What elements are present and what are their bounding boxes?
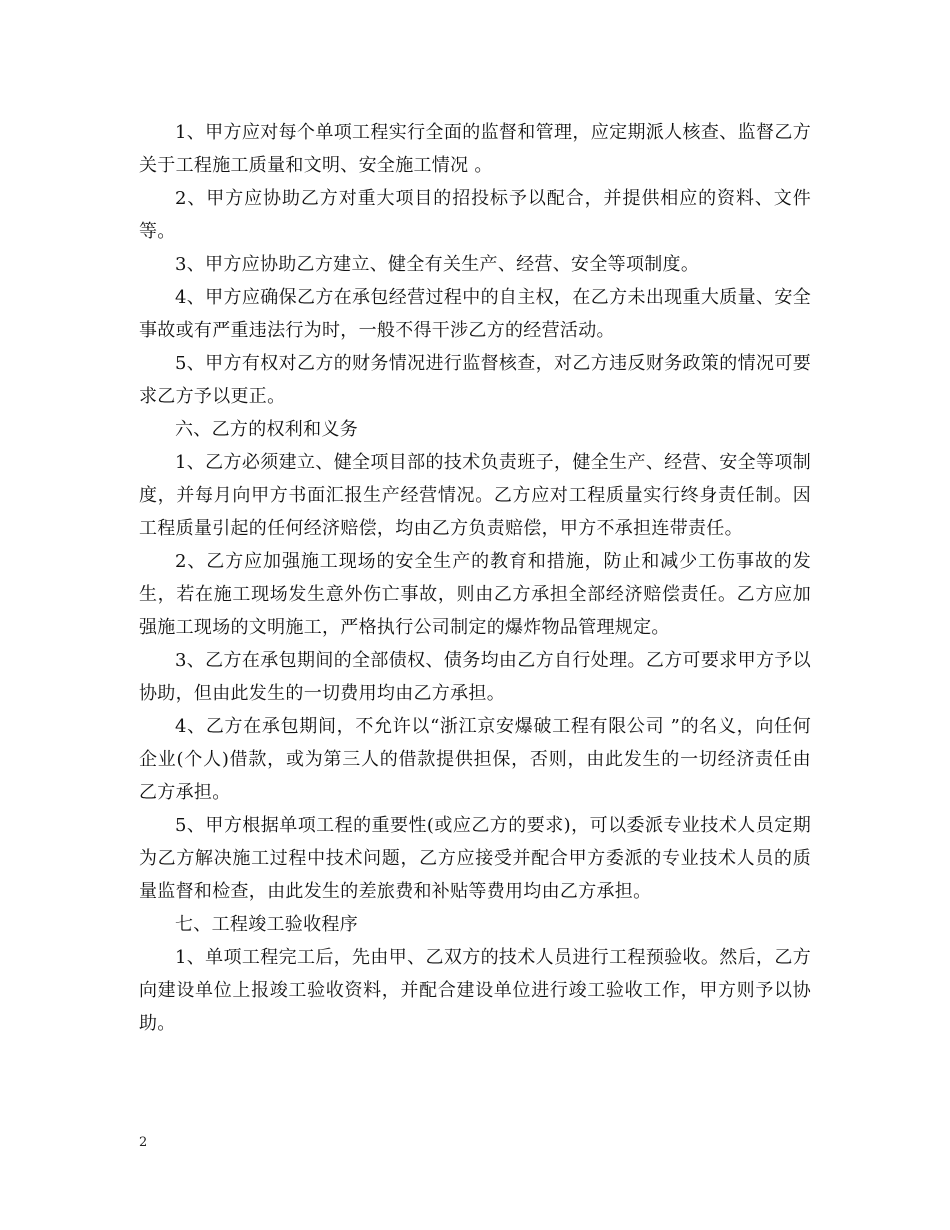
clause-paragraph: 1、乙方必须建立、健全项目部的技术负责班子，健全生产、经营、安全等项制度，并每月向甲方书面汇报生产经营情况。乙方应对工程质量实行终身责任制。因工程质量引起的任何经济赔偿，均由乙方负责赔偿，甲方不承担连带责任。 (139, 452, 811, 539)
clause-paragraph: 3、甲方应协助乙方建立、健全有关生产、经营、安全等项制度。 (175, 254, 700, 275)
clause-paragraph: 1、甲方应对每个单项工程实行全面的监督和管理，应定期派人核查、监督乙方关于工程施工质量和文明、安全施工情况 。 (139, 122, 811, 176)
clause-paragraph: 5、甲方有权对乙方的财务情况进行监督核查，对乙方违反财务政策的情况可要求乙方予以更正。 (139, 353, 811, 407)
clause-paragraph: 4、甲方应确保乙方在承包经营过程中的自主权，在乙方未出现重大质量、安全事故或有严重违法行为时，一般不得干涉乙方的经营活动。 (139, 287, 811, 341)
document-body (139, 116, 811, 1040)
clause-paragraph: 1、单项工程完工后，先由甲、乙双方的技术人员进行工程预验收。然后，乙方向建设单位上报竣工验收资料，并配合建设单位进行竣工验收工作，甲方则予以协助。 (139, 947, 811, 1034)
clause-paragraph: 3、乙方在承包期间的全部债权、债务均由乙方自行处理。乙方可要求甲方予以协助，但由此发生的一切费用均由乙方承担。 (139, 650, 811, 704)
clause-paragraph: 5、甲方根据单项工程的重要性(或应乙方的要求)，可以委派专业技术人员定期为乙方解决施工过程中技术问题，乙方应接受并配合甲方委派的专业技术人员的质量监督和检查，由此发生的差旅费和补贴等费用均由乙方承担。 (139, 815, 811, 902)
section-heading: 六、乙方的权利和义务 (175, 419, 358, 440)
clause-paragraph: 2、甲方应协助乙方对重大项目的招投标予以配合，并提供相应的资料、文件等。 (139, 188, 811, 242)
page-number: 2 (139, 1135, 148, 1150)
section-heading: 七、工程竣工验收程序 (175, 914, 358, 935)
clause-paragraph: 2、乙方应加强施工现场的安全生产的教育和措施，防止和减少工伤事故的发生，若在施工现场发生意外伤亡事故，则由乙方承担全部经济赔偿责任。乙方应加强施工现场的文明施工，严格执行公司制定的爆炸物品管理规定。 (139, 551, 811, 638)
clause-paragraph: 4、乙方在承包期间，不允许以“浙江京安爆破工程有限公司 ”的名义，向任何企业(个人)借款，或为第三人的借款提供担保，否则，由此发生的一切经济责任由乙方承担。 (139, 716, 811, 803)
